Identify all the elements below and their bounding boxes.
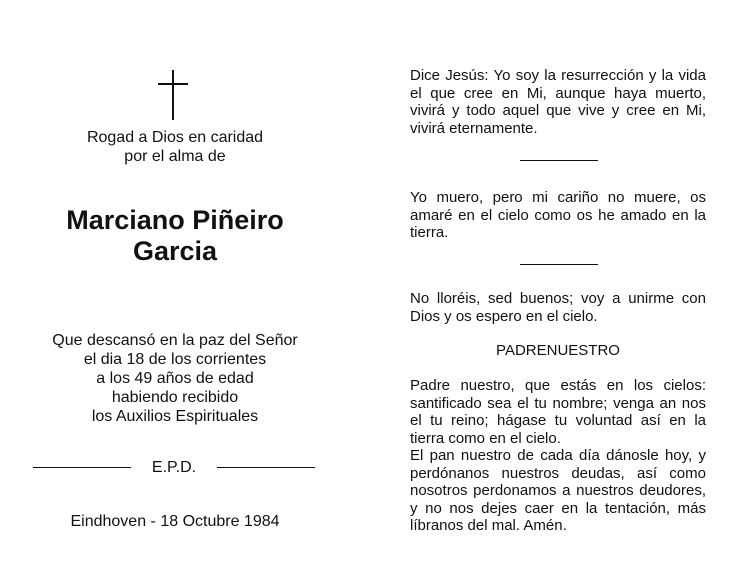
cross-icon xyxy=(158,70,188,120)
place-date: Eindhoven - 18 Octubre 1984 xyxy=(70,513,280,530)
details-line: Que descansó en la paz del Señor xyxy=(52,332,298,349)
divider-line xyxy=(217,467,315,468)
epd-text: E.P.D. xyxy=(151,459,197,476)
left-panel xyxy=(0,0,350,583)
intro-line: Rogad a Dios en caridad xyxy=(86,129,264,146)
prayer-title: PADRENUESTRO xyxy=(496,342,620,359)
intro-line: por el alma de xyxy=(124,148,226,165)
prayer-paragraph: El pan nuestro de cada día dánosle hoy, y perdónanos nuestros deudas, así como nosotros perdonamos a nuestros deudores, y no nos dejes caer en la tentación, más líbranos del mal. Amén. xyxy=(410,447,706,534)
quote-paragraph: Dice Jesús: Yo soy la resurrección y la vida el que cree en Mi, aunque haya muerto, vivirá y todo aquel que vive y cree en Mi, vivirá eternamente. xyxy=(410,67,706,137)
details-line: habiendo recibido xyxy=(111,389,239,406)
divider-line xyxy=(520,264,598,265)
intro-text xyxy=(0,128,350,166)
details-line: el dia 18 de los corrientes xyxy=(83,351,267,368)
deceased-name xyxy=(0,205,350,267)
death-details xyxy=(0,331,350,426)
prayer-paragraph: Padre nuestro, que estás en los cielos: santificado sea el tu nombre; venga an nos el tu reino; hágase tu voluntad así en la tierra como en el cielo. xyxy=(410,377,706,447)
epd-row xyxy=(33,458,317,478)
divider-line xyxy=(520,160,598,161)
divider-line xyxy=(33,467,131,468)
details-line: a los 49 años de edad xyxy=(96,370,254,387)
quote-paragraph: Yo muero, pero mi cariño no muere, os amaré en el cielo como os he amado en la tierra. xyxy=(410,189,706,241)
name-line: Marciano Piñeiro xyxy=(66,205,284,235)
details-line: los Auxilios Espirituales xyxy=(91,408,259,425)
quote-paragraph: No lloréis, sed buenos; voy a unirme con Dios y os espero en el cielo. xyxy=(410,290,706,325)
prayer-text xyxy=(410,377,706,535)
right-panel xyxy=(410,0,706,583)
name-line: Garcia xyxy=(132,236,218,266)
